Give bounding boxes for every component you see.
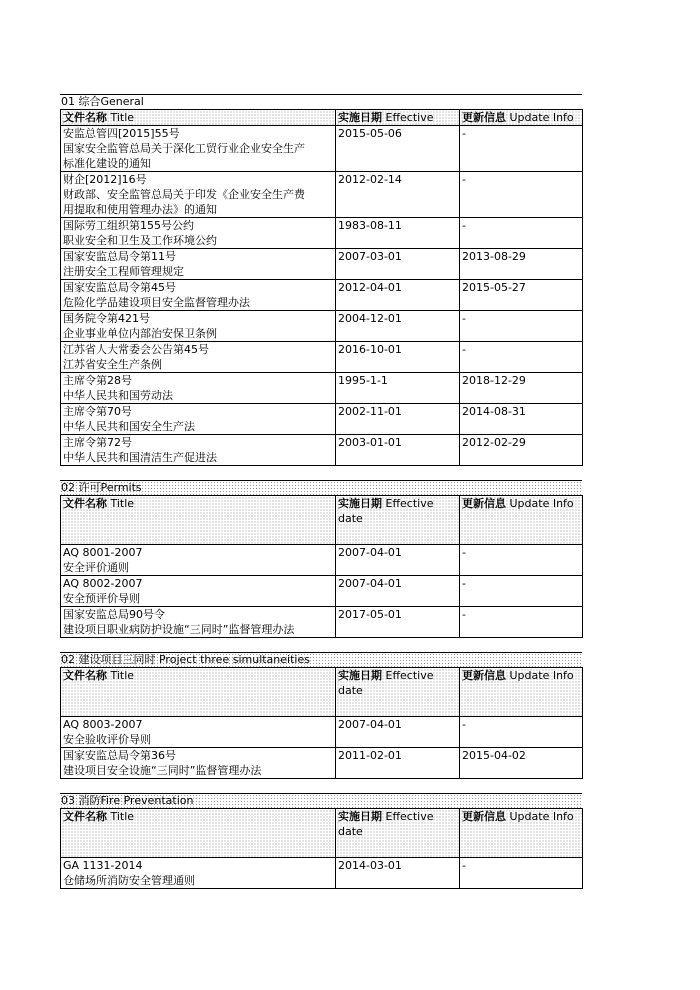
- doc-title-cell: 财企[2012]16号 财政部、安全监管总局关于印发《企业安全生产费 用提取和使用管理办法》的通知: [61, 172, 336, 218]
- section-spacer: [60, 779, 582, 793]
- section-title: 02 许可Permits: [61, 481, 142, 494]
- effective-date-cell: 2007-04-01: [336, 576, 460, 607]
- header-update: 更新信息 Update Info: [460, 809, 583, 858]
- update-info-cell: 2015-04-02: [460, 748, 583, 779]
- header-title: 文件名称 Title: [61, 496, 336, 545]
- header-effective: 实施日期 Effective date: [336, 668, 460, 717]
- table-row: [61, 545, 583, 576]
- doc-title-cell: 国务院令第421号 企业事业单位内部治安保卫条例: [61, 311, 336, 342]
- table-row: [61, 607, 583, 638]
- regulation-table: [60, 495, 583, 638]
- table-header-row: [61, 809, 583, 858]
- doc-title-cell: 主席令第70号 中华人民共和国安全生产法: [61, 404, 336, 435]
- table-row: [61, 311, 583, 342]
- effective-date-cell: 2015-05-06: [336, 126, 460, 172]
- doc-title-cell: 国家安监总局令第36号 建设项目安全设施“三同时”监督管理办法: [61, 748, 336, 779]
- table-row: [61, 717, 583, 748]
- table-header-row: [61, 496, 583, 545]
- effective-date-cell: 2007-04-01: [336, 545, 460, 576]
- update-info-cell: -: [460, 172, 583, 218]
- section-title: 01 综合General: [61, 95, 144, 108]
- update-info-cell: -: [460, 218, 583, 249]
- doc-title-cell: GA 1131-2014 仓储场所消防安全管理通则: [61, 858, 336, 889]
- doc-title-cell: AQ 8001-2007 安全评价通则: [61, 545, 336, 576]
- section-title-row: [60, 94, 582, 109]
- effective-date-cell: 2017-05-01: [336, 607, 460, 638]
- section-title: 02 建设项目三同时 Project three simultaneities: [61, 653, 310, 666]
- update-info-cell: 2013-08-29: [460, 249, 583, 280]
- doc-title-cell: 国家安监总局令第11号 注册安全工程师管理规定: [61, 249, 336, 280]
- regulation-sheet: [60, 94, 582, 889]
- update-info-cell: 2012-02-29: [460, 435, 583, 466]
- section-spacer: [60, 638, 582, 652]
- update-info-cell: -: [460, 342, 583, 373]
- table-row: [61, 748, 583, 779]
- update-info-cell: 2018-12-29: [460, 373, 583, 404]
- section-spacer: [60, 466, 582, 480]
- table-row: [61, 280, 583, 311]
- header-effective: 实施日期 Effective date: [336, 809, 460, 858]
- update-info-cell: -: [460, 311, 583, 342]
- table-row: [61, 373, 583, 404]
- section-title: 03 消防Fire Preventation: [61, 794, 194, 807]
- regulation-table: [60, 109, 583, 466]
- table-row: [61, 172, 583, 218]
- effective-date-cell: 2016-10-01: [336, 342, 460, 373]
- effective-date-cell: 2012-02-14: [336, 172, 460, 218]
- update-info-cell: 2014-08-31: [460, 404, 583, 435]
- table-row: [61, 858, 583, 889]
- doc-title-cell: 江苏省人大常委会公告第45号 江苏省安全生产条例: [61, 342, 336, 373]
- section-title-filler: [335, 95, 582, 109]
- table-row: [61, 126, 583, 172]
- header-update: 更新信息 Update Info: [460, 496, 583, 545]
- doc-title-cell: 国家安监总局令第45号 危险化学品建设项目安全监督管理办法: [61, 280, 336, 311]
- doc-title-cell: AQ 8002-2007 安全预评价导则: [61, 576, 336, 607]
- doc-title-cell: 安监总管四[2015]55号 国家安全监管总局关于深化工贸行业企业安全生产 标准化建设的通知: [61, 126, 336, 172]
- header-update: 更新信息 Update Info: [460, 110, 583, 126]
- effective-date-cell: 2012-04-01: [336, 280, 460, 311]
- section-title-row: [60, 793, 582, 808]
- update-info-cell: -: [460, 545, 583, 576]
- effective-date-cell: 1983-08-11: [336, 218, 460, 249]
- effective-date-cell: 2004-12-01: [336, 311, 460, 342]
- effective-date-cell: 2007-03-01: [336, 249, 460, 280]
- effective-date-cell: 2003-01-01: [336, 435, 460, 466]
- table-row: [61, 404, 583, 435]
- table-row: [61, 576, 583, 607]
- update-info-cell: -: [460, 717, 583, 748]
- update-info-cell: 2015-05-27: [460, 280, 583, 311]
- update-info-cell: -: [460, 607, 583, 638]
- update-info-cell: -: [460, 576, 583, 607]
- table-header-row: [61, 110, 583, 126]
- effective-date-cell: 1995-1-1: [336, 373, 460, 404]
- table-row: [61, 218, 583, 249]
- doc-title-cell: 主席令第28号 中华人民共和国劳动法: [61, 373, 336, 404]
- doc-title-cell: 主席令第72号 中华人民共和国清洁生产促进法: [61, 435, 336, 466]
- header-effective: 实施日期 Effective: [336, 110, 460, 126]
- table-row: [61, 435, 583, 466]
- update-info-cell: -: [460, 126, 583, 172]
- doc-title-cell: AQ 8003-2007 安全验收评价导则: [61, 717, 336, 748]
- header-effective: 实施日期 Effective date: [336, 496, 460, 545]
- header-title: 文件名称 Title: [61, 809, 336, 858]
- header-title: 文件名称 Title: [61, 668, 336, 717]
- table-header-row: [61, 668, 583, 717]
- doc-title-cell: 国家安监总局90号令 建设项目职业病防护设施“三同时”监督管理办法: [61, 607, 336, 638]
- update-info-cell: -: [460, 858, 583, 889]
- table-row: [61, 249, 583, 280]
- section-title-row: [60, 652, 582, 667]
- section-title-row: [60, 480, 582, 495]
- regulation-table: [60, 808, 583, 889]
- doc-title-cell: 国际劳工组织第155号公约 职业安全和卫生及工作环境公约: [61, 218, 336, 249]
- effective-date-cell: 2011-02-01: [336, 748, 460, 779]
- effective-date-cell: 2014-03-01: [336, 858, 460, 889]
- regulation-table: [60, 667, 583, 779]
- effective-date-cell: 2002-11-01: [336, 404, 460, 435]
- table-row: [61, 342, 583, 373]
- effective-date-cell: 2007-04-01: [336, 717, 460, 748]
- header-title: 文件名称 Title: [61, 110, 336, 126]
- header-update: 更新信息 Update Info: [460, 668, 583, 717]
